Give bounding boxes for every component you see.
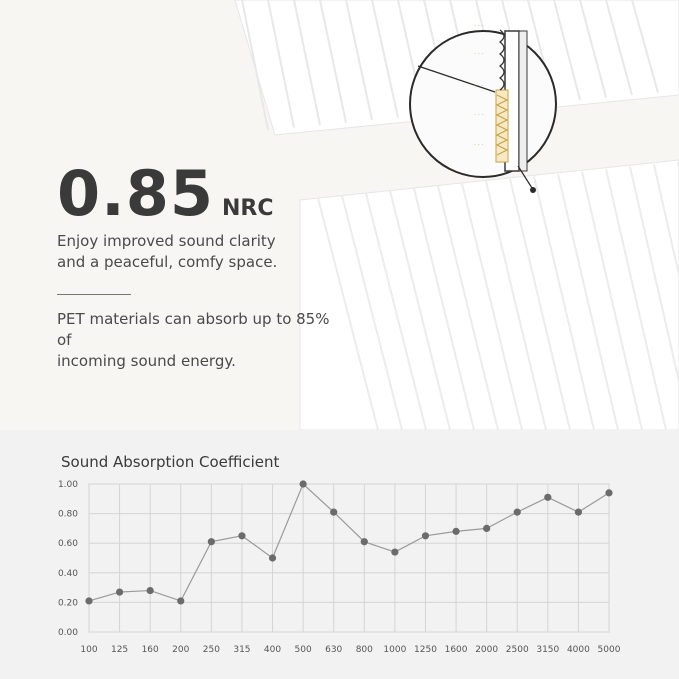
x-tick-label: 2500 <box>505 645 529 655</box>
y-tick-label: 0.40 <box>57 568 78 579</box>
x-tick-label: 315 <box>233 645 251 655</box>
data-point <box>391 548 398 555</box>
x-tick-label: 250 <box>202 645 220 655</box>
data-point <box>575 509 582 516</box>
x-tick-label: 125 <box>110 645 129 655</box>
svg-text:· · ·: · · · <box>474 142 484 149</box>
data-point <box>85 597 92 604</box>
y-tick-label: 0.00 <box>57 628 78 638</box>
x-tick-label: 1600 <box>444 645 468 655</box>
data-point <box>330 509 337 516</box>
data-point <box>238 532 245 539</box>
data-point <box>116 588 123 595</box>
benefit-line-2: and a peaceful, comfy space. <box>57 253 278 271</box>
svg-text:· · ·: · · · <box>474 23 484 30</box>
y-tick-label: 0.60 <box>57 539 78 550</box>
data-point <box>514 509 521 516</box>
data-point <box>300 480 307 487</box>
data-point <box>147 587 154 594</box>
data-point <box>544 494 551 501</box>
data-point <box>605 489 612 496</box>
nrc-unit: NRC <box>221 196 274 221</box>
y-tick-label: 0.80 <box>57 509 78 520</box>
x-tick-label: 1250 <box>414 645 437 655</box>
y-tick-label: 0.20 <box>57 598 78 609</box>
data-point <box>177 597 184 604</box>
x-tick-label: 2000 <box>475 645 499 655</box>
data-point <box>269 554 276 561</box>
data-point <box>361 538 368 545</box>
y-tick-label: 1.00 <box>57 480 78 490</box>
x-tick-label: 5000 <box>597 645 621 655</box>
svg-text:· · ·: · · · <box>474 83 484 90</box>
x-tick-label: 100 <box>80 645 98 655</box>
x-tick-label: 500 <box>294 645 312 655</box>
benefit-line-1: Enjoy improved sound clarity <box>57 232 276 250</box>
x-tick-label: 160 <box>141 645 159 655</box>
x-tick-label: 630 <box>325 645 343 655</box>
x-tick-label: 800 <box>355 645 373 655</box>
note-line-2: incoming sound energy. <box>57 352 236 370</box>
nrc-value: 0.85 <box>57 157 214 230</box>
svg-text:· · ·: · · · <box>474 112 484 119</box>
data-point <box>422 532 429 539</box>
x-tick-label: 3150 <box>536 645 560 655</box>
note-line-1: PET materials can absorb up to 85% of <box>57 310 330 349</box>
plot-frame <box>89 484 609 632</box>
data-point <box>483 525 490 532</box>
x-tick-label: 400 <box>263 645 282 655</box>
data-point <box>208 538 215 545</box>
svg-text:· · ·: · · · <box>474 51 484 58</box>
chart-title: Sound Absorption Coefficient <box>61 453 280 471</box>
data-point <box>452 528 459 535</box>
x-tick-label: 1000 <box>383 645 407 655</box>
x-tick-label: 4000 <box>566 645 590 655</box>
x-tick-label: 200 <box>172 645 190 655</box>
